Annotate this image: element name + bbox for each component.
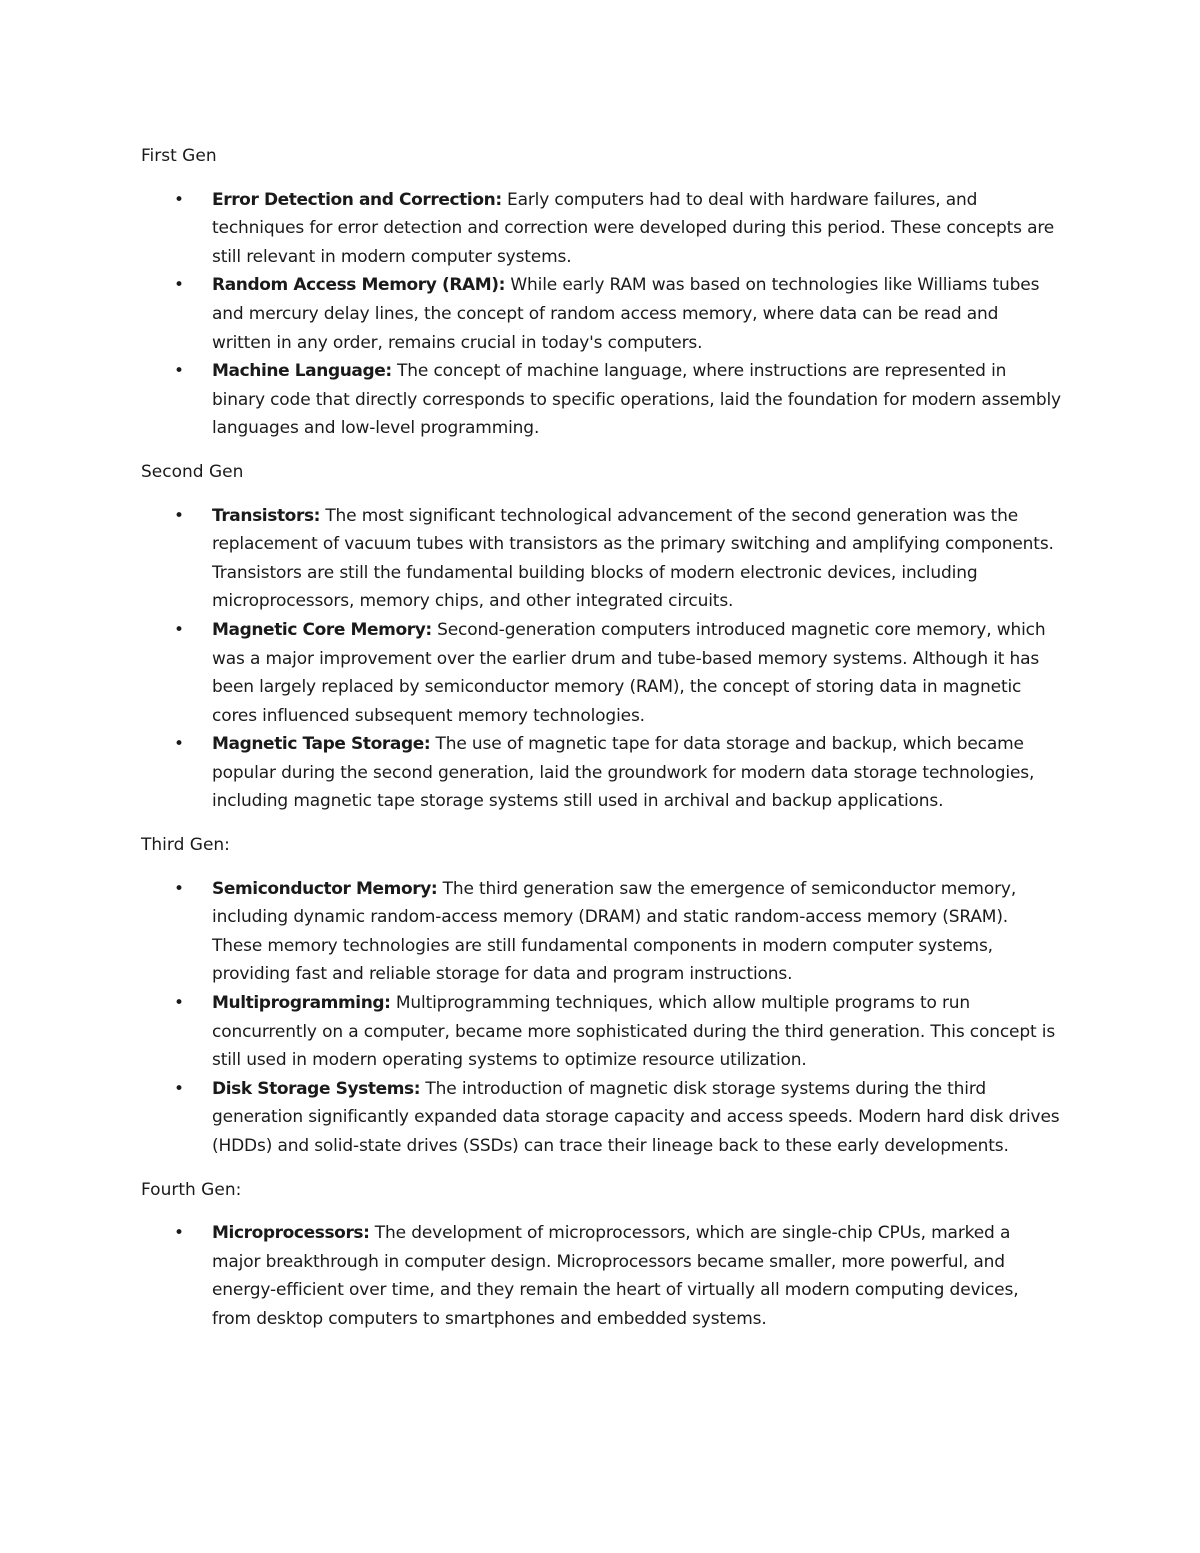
bullet-icon: • — [174, 505, 185, 526]
section-first-gen — [141, 142, 1061, 443]
document-page — [141, 142, 1061, 1349]
list-item — [141, 357, 1061, 443]
item-text: The use of magnetic tape for data storage and backup, which became popular during the second generation, laid the groundwork for modern data storage technologies, including magnetic tape storage systems still used in archival and backup applications. — [212, 734, 1035, 812]
item-text: Multiprogramming techniques, which allow multiple programs to run concurrently on a computer, became more sophisticated during the third generation. This concept is still used in modern operating systems to optimize resource utilization. — [212, 993, 1056, 1071]
section-fourth-gen — [141, 1176, 1061, 1334]
item-text: Second-generation computers introduced magnetic core memory, which was a major improvement over the earlier drum and tube-based memory systems. Although it has been largely replaced by semiconductor memory (RAM), the concept of storing data in magnetic cores influenced subsequent memory technologies. — [212, 619, 1046, 726]
bullet-icon: • — [174, 1223, 185, 1244]
item-term: Transistors: — [212, 505, 321, 526]
item-text: The concept of machine language, where instructions are represented in binary code that directly corresponds to specific operations, laid the foundation for modern assembly languages and low-level programming. — [212, 361, 1061, 439]
bullet-icon: • — [174, 189, 185, 210]
item-text: The development of microprocessors, which are single-chip CPUs, marked a major breakthrough in computer design. Microprocessors became smaller, more powerful, and energy-efficient over time, and they remain the heart of virtually all modern computing devices, from desktop computers to smartphones and embedded systems. — [212, 1223, 1019, 1329]
bullet-list — [141, 1219, 1061, 1333]
list-item — [141, 730, 1061, 816]
bullet-list — [141, 186, 1061, 443]
bullet-icon: • — [174, 619, 185, 640]
item-term: Microprocessors: — [212, 1223, 370, 1244]
list-item — [141, 271, 1061, 357]
section-heading: Third Gen: — [141, 835, 230, 856]
bullet-icon: • — [174, 1078, 185, 1099]
list-item — [141, 1075, 1061, 1161]
item-term: Random Access Memory (RAM): — [212, 275, 506, 296]
bullet-icon: • — [174, 993, 185, 1014]
item-term: Magnetic Core Memory: — [212, 619, 432, 640]
list-item — [141, 186, 1061, 272]
section-heading: Fourth Gen: — [141, 1179, 242, 1200]
bullet-list — [141, 875, 1061, 1161]
list-item — [141, 989, 1061, 1075]
item-text: The introduction of magnetic disk storage systems during the third generation significantly expanded data storage capacity and access speeds. Modern hard disk drives (HDDs) and solid-state drives (SSDs) can trace their lineage back to these early developments. — [212, 1078, 1060, 1156]
section-second-gen — [141, 458, 1061, 816]
item-term: Semiconductor Memory: — [212, 878, 438, 899]
item-text: Early computers had to deal with hardware failures, and techniques for error detection and correction were developed during this period. These concepts are still relevant in modern computer systems. — [212, 189, 1055, 267]
bullet-list — [141, 502, 1061, 817]
bullet-icon: • — [174, 361, 185, 382]
bullet-icon: • — [174, 734, 185, 755]
item-term: Error Detection and Correction: — [212, 189, 502, 210]
section-heading: First Gen — [141, 146, 217, 166]
section-heading: Second Gen — [141, 461, 244, 482]
item-term: Multiprogramming: — [212, 993, 391, 1014]
item-term: Machine Language: — [212, 361, 392, 382]
item-text: The third generation saw the emergence of semiconductor memory, including dynamic random-access memory (DRAM) and static random-access memory (SRAM). These memory technologies are still fundamental components in modern computer systems, providing fast and reliable storage for data and program instructions. — [212, 878, 1017, 985]
list-item — [141, 502, 1061, 616]
list-item — [141, 1219, 1061, 1333]
item-text: The most significant technological advancement of the second generation was the replacement of vacuum tubes with transistors as the primary switching and amplifying components. Transistors are still the fundamental building blocks of modern electronic devices, including microprocessors, memory chips, and other integrated circuits. — [212, 505, 1054, 612]
section-third-gen — [141, 831, 1061, 1161]
item-text: While early RAM was based on technologies like Williams tubes and mercury delay lines, the concept of random access memory, where data can be read and written in any order, remains crucial in today's computers. — [212, 275, 1040, 353]
bullet-icon: • — [174, 275, 185, 296]
bullet-icon: • — [174, 878, 185, 899]
item-term: Disk Storage Systems: — [212, 1078, 421, 1099]
item-term: Magnetic Tape Storage: — [212, 734, 431, 755]
list-item — [141, 616, 1061, 730]
list-item — [141, 875, 1061, 989]
